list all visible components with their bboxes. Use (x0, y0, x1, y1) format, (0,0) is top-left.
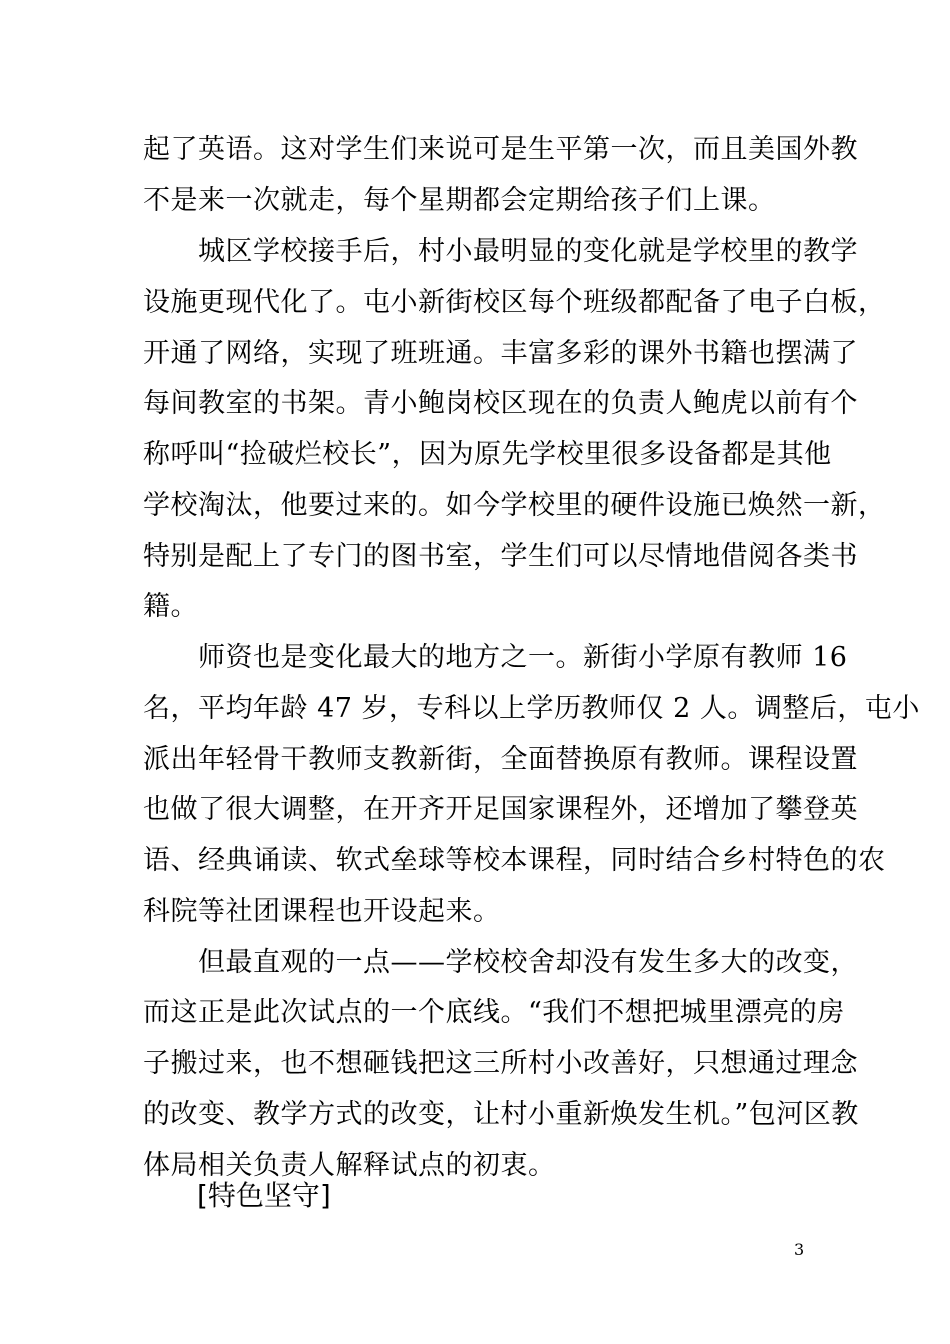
text-line: 不是来一次就走，每个星期都会定期给孩子们上课。 (143, 185, 776, 216)
text-line: 但最直观的一点——学校校舍却没有发生多大的改变， (143, 947, 858, 978)
text-line: 学校淘汰，他要过来的。如今学校里的硬件设施已焕然一新， (143, 490, 886, 521)
text-line: 的改变、教学方式的改变，让村小重新焕发生机。”包河区教 (143, 1099, 859, 1130)
page-number: 3 (794, 1240, 805, 1259)
text-line: 体局相关负责人解释试点的初衷。 (143, 1150, 556, 1181)
text-line: 也做了很大调整，在开齐开足国家课程外，还增加了攀登英 (143, 794, 858, 825)
section-heading: [特色坚守] (197, 1179, 331, 1212)
text-line: 派出年轻骨干教师支教新街，全面替换原有教师。课程设置 (143, 744, 858, 775)
text-line: 每间教室的书架。青小鲍岗校区现在的负责人鲍虎以前有个 (143, 388, 858, 419)
text-line: 设施更现代化了。屯小新街校区每个班级都配备了电子白板， (143, 287, 886, 318)
text-line: 而这正是此次试点的一个底线。“我们不想把城里漂亮的房 (143, 997, 845, 1028)
text-line: 科院等社团课程也开设起来。 (143, 896, 501, 927)
text-line: 语、经典诵读、软式垒球等校本课程，同时结合乡村特色的农 (143, 845, 886, 876)
text-line: 称呼叫“捡破烂校长”，因为原先学校里很多设备都是其他 (143, 439, 832, 470)
text-line: 名，平均年龄 47 岁，专科以上学历教师仅 2 人。调整后，屯小 (143, 693, 920, 724)
text-line: 起了英语。这对学生们来说可是生平第一次，而且美国外教 (143, 134, 858, 165)
text-line: 开通了网络，实现了班班通。丰富多彩的课外书籍也摆满了 (143, 338, 858, 369)
text-line: 城区学校接手后，村小最明显的变化就是学校里的教学 (143, 236, 858, 267)
text-line: 师资也是变化最大的地方之一。新街小学原有教师 16 (143, 642, 848, 673)
text-line: 籍。 (143, 591, 198, 622)
text-line: 子搬过来，也不想砸钱把这三所村小改善好，只想通过理念 (143, 1048, 858, 1079)
text-line: 特别是配上了专门的图书室，学生们可以尽情地借阅各类书 (143, 541, 858, 572)
